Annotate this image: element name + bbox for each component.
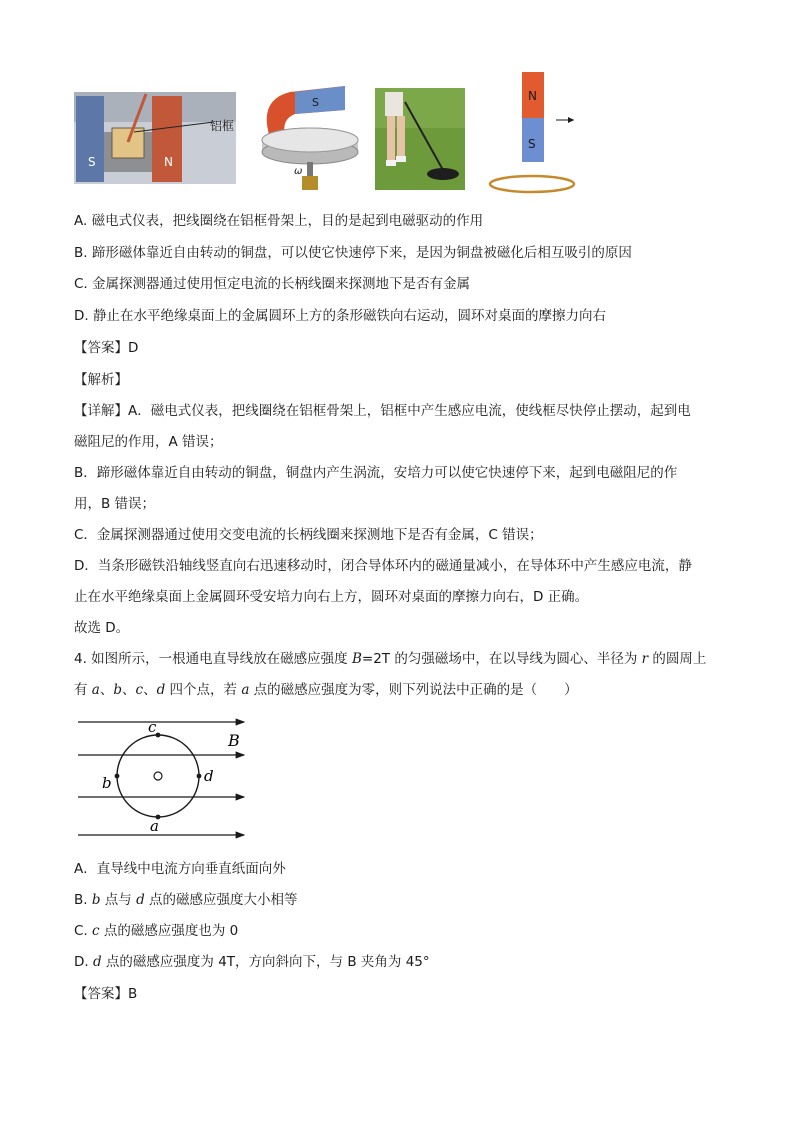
q4-opt-text: 点的磁感应强度为 4T，方向斜向下，与 B 夹角为 45° [101,954,430,970]
q3-detail-line-7: 止在水平绝缘桌面上金属圆环受安培力向右上方，圆环对桌面的摩擦力向右，D 正确。 [74,589,589,605]
q4-option-a: A．直导线中电流方向垂直纸面向外 [74,861,286,877]
omega-label: ω [294,166,303,177]
metal-ring [490,176,574,192]
q4-stem-text: 的圆周上 [648,651,707,667]
answer-label: 【答案】 [74,340,128,356]
q3-detail-line-4: 用，B 错误； [74,496,156,512]
q4-stem-text: 四个点，若 [165,682,242,698]
q3-detail-line-2: 磁阻尼的作用，A 错误； [74,434,223,450]
q3-answer [74,338,138,358]
q4-opt-text: D. [74,954,93,970]
pole-n-label: N [164,155,173,169]
q3-detail-line-1: 【详解】A．磁电式仪表，把线圈绕在铝框骨架上，铝框中产生感应电流，使线框尽快停止摆动，起到电 [74,403,691,419]
q4-stem-line-1 [74,649,706,669]
var-d: d [136,892,145,908]
label-c: c [148,718,157,736]
q4-opt-text: B. [74,892,92,908]
q4-stem-text: 有 [74,682,92,698]
q3-option-d: D. 静止在水平绝缘桌面上的金属圆环上方的条形磁铁向右运动，圆环对桌面的摩擦力向右 [74,308,606,324]
q4-stem-text: =2T 的匀强磁场中，在以导线为圆心、半径为 [361,651,642,667]
q4-stem-text: 4. 如图所示，一根通电直导线放在磁感应强度 [74,651,352,667]
q3-option-a: A. 磁电式仪表，把线圈绕在铝框骨架上，目的是起到电磁驱动的作用 [74,213,484,229]
q3-option-c: C. 金属探测器通过使用恒定电流的长柄线圈来探测地下是否有金属 [74,276,471,292]
q3-analysis-label: 【解析】 [74,372,128,388]
magnet-n-label: N [528,89,537,103]
q3-detail-line-5: C．金属探测器通过使用交变电流的长柄线圈来探测地下是否有金属，C 错误； [74,527,543,543]
var-b: b [91,892,101,908]
label-field-b: B [228,731,240,750]
var-a: a [241,682,250,698]
aluminum-frame-label: 铝框 [210,119,235,133]
answer-value: B [128,986,138,1002]
answer-label: 【答案】 [74,986,128,1002]
figure-bar-magnet-ring [486,70,582,196]
var-d: d [156,682,166,698]
pole-s-label: S [88,155,96,169]
q4-opt-text: 点的磁感应强度大小相等 [144,892,298,908]
pole-n-block [152,96,182,182]
point-d [197,774,202,779]
figure-meter [74,92,236,184]
q3-option-b: B. 蹄形磁体靠近自由转动的铜盘，可以使它快速停下来，是因为铜盘被磁化后相互吸引的原因 [74,245,632,261]
magnet-s-label-2: S [528,137,536,151]
wire-cross-section [154,772,162,780]
q4-option-d [74,952,430,972]
label-b: b [102,774,112,792]
figure-copper-disk [250,80,362,196]
q3-detail-line-6: D．当条形磁铁沿轴线竖直向右迅速移动时，闭合导体环内的磁通量减小，在导体环中产生感应电流，静 [74,558,692,574]
var-b-field: B [351,651,362,667]
q4-stem-text: 、 [143,682,157,698]
q4-opt-text: 点的磁感应强度也为 0 [99,923,239,939]
point-b [115,774,120,779]
answer-value: D [128,340,139,356]
q4-stem-text: 、 [122,682,136,698]
figure-metal-detector [375,88,465,190]
var-a: a [91,682,100,698]
arrow-right-icon [568,117,574,123]
var-r: r [641,651,649,667]
q4-stem-text: 、 [99,682,114,698]
var-c: c [92,923,100,939]
pole-s-block [76,96,104,182]
q4-stem-text: 点的磁感应强度为零，则下列说法中正确的是（ ） [249,682,578,698]
var-b: b [113,682,123,698]
label-a: a [150,817,159,835]
q4-answer [74,984,137,1004]
magnetic-field-diagram [76,714,248,840]
q3-detail-line-8: 故选 D。 [74,620,130,636]
var-d: d [92,954,102,970]
label-d: d [204,767,214,785]
q3-detail-line-3: B．蹄形磁体靠近自由转动的铜盘，铜盘内产生涡流，安培力可以使它快速停下来，起到电磁阻尼的作 [74,465,678,481]
q4-stem-line-2 [74,680,578,700]
var-c: c [135,682,144,698]
magnet-s-label: S [312,96,319,109]
q4-option-b [74,890,298,910]
q4-opt-text: 点与 [100,892,137,908]
q4-option-c [74,921,238,941]
q4-opt-text: C. [74,923,93,939]
